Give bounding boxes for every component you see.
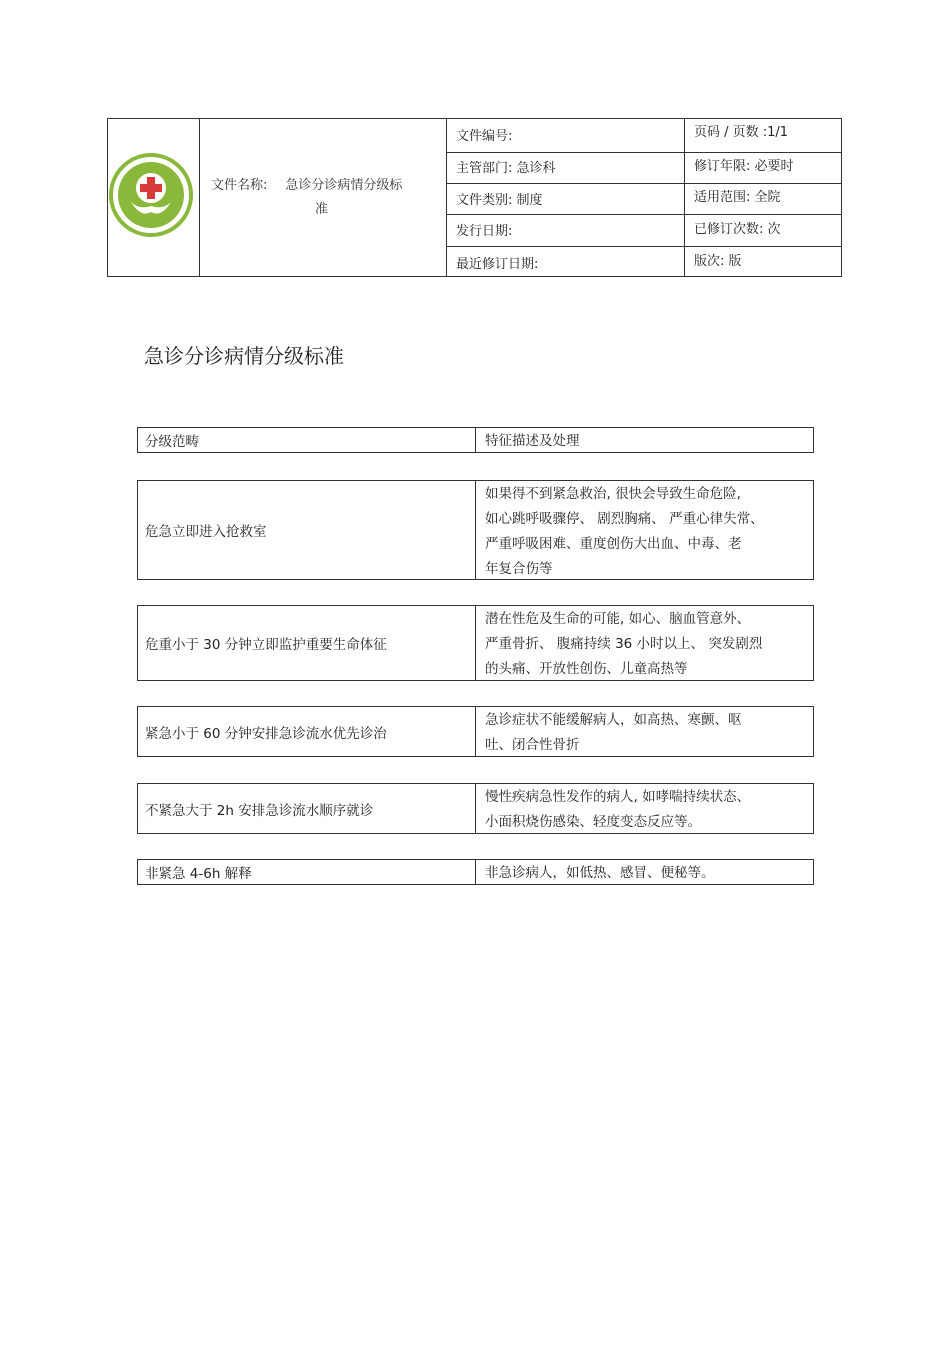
doc-name-value: 急诊分诊病情分级标 [285, 178, 403, 193]
field-doc-number: 文件编号: [456, 129, 513, 144]
row-description [476, 784, 813, 833]
column-header-category: 分级范畴 [138, 428, 476, 452]
description-line: 潜在性危及生命的可能, 如心、脑血管意外、 [485, 611, 751, 627]
row-description [476, 707, 813, 756]
description-line: 如果得不到紧急救治, 很快会导致生命危险, [485, 486, 741, 502]
row-category: 危急立即进入抢救室 [138, 481, 476, 579]
page-title: 急诊分诊病情分级标准 [144, 344, 344, 368]
description-line: 急诊症状不能缓解病人，如高热、寒颤、呕 [485, 712, 742, 728]
table-row [137, 783, 814, 834]
table-row [137, 859, 814, 885]
field-revision-period: 修订年限: 必要时 [694, 159, 794, 174]
divider [446, 214, 841, 215]
field-department: 主管部门: 急诊科 [456, 161, 556, 176]
field-revision-date: 最近修订日期: [456, 257, 539, 272]
hospital-logo [109, 152, 193, 238]
description-line: 非急诊病人，如低热、感冒、便秘等。 [485, 864, 715, 881]
divider [446, 246, 841, 247]
field-version: 版次: 版 [694, 254, 742, 269]
row-category: 不紧急大于 2h 安排急诊流水顺序就诊 [138, 784, 476, 833]
divider [199, 119, 200, 276]
description-line: 严重呼吸困难、重度创伤大出血、中毒、老 [485, 536, 742, 552]
divider [446, 119, 447, 276]
table-row [137, 706, 814, 757]
field-revision-count: 已修订次数: 次 [694, 222, 781, 237]
row-category: 紧急小于 60 分钟安排急诊流水优先诊治 [138, 707, 476, 756]
row-description [476, 481, 813, 579]
description-line: 年复合伤等 [485, 561, 553, 577]
description-line: 严重骨折、 腹痛持续 36 小时以上、 突发剧烈 [485, 636, 763, 652]
table-row [137, 480, 814, 580]
description-line: 的头痛、开放性创伤、儿童高热等 [485, 661, 688, 677]
table-header-row [137, 427, 814, 453]
column-header-description: 特征描述及处理 [485, 432, 580, 449]
description-line: 慢性疾病急性发作的病人, 如哮喘持续状态、 [485, 789, 751, 805]
table-row [137, 605, 814, 681]
field-issue-date: 发行日期: [456, 224, 513, 239]
divider [446, 183, 841, 184]
field-page-count: 页码 / 页数 :1/1 [694, 125, 789, 140]
doc-name-value-cont: 准 [315, 202, 329, 217]
field-category: 文件类别: 制度 [456, 193, 543, 208]
row-description [476, 606, 813, 680]
divider [446, 152, 841, 153]
doc-name-label: 文件名称: [211, 178, 268, 193]
row-description [476, 860, 813, 884]
row-category: 非紧急 4-6h 解释 [138, 860, 476, 884]
field-scope: 适用范围: 全院 [694, 190, 781, 205]
description-line: 小面积烧伤感染、轻度变态反应等。 [485, 814, 701, 830]
divider [684, 119, 685, 276]
document-header [107, 118, 842, 277]
description-line: 如心跳呼吸骤停、 剧烈胸痛、 严重心律失常、 [485, 511, 764, 527]
row-category: 危重小于 30 分钟立即监护重要生命体征 [138, 606, 476, 680]
description-line: 吐、闭合性骨折 [485, 737, 580, 753]
document-name [211, 174, 436, 222]
